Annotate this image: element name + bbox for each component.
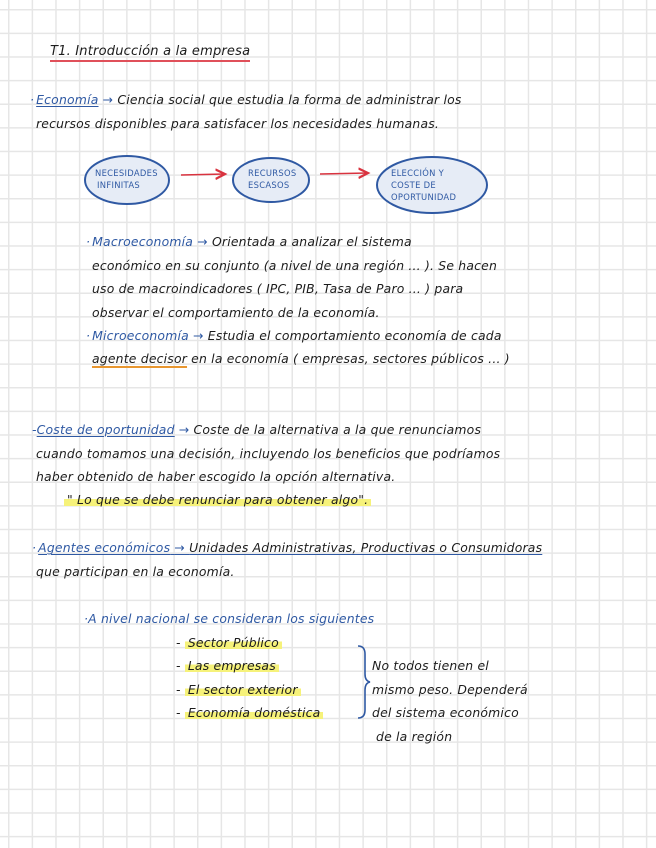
node-3-line-1: ELECCIÓN Y xyxy=(391,168,445,178)
micro-line-2 xyxy=(92,351,510,367)
coste-text-2: cuando tomamos una decisión, incluyendo los beneficios que podríamos xyxy=(36,446,501,461)
macro-line-1 xyxy=(86,234,412,250)
economia-text-1: Ciencia social que estudia la forma de administrar los xyxy=(117,92,462,107)
nivel-note-line xyxy=(372,682,528,698)
node-2-line-1: RECURSOS xyxy=(248,168,297,178)
nivel-note-text: del sistema económico xyxy=(372,705,519,720)
dash-marker: - xyxy=(32,422,37,437)
nivel-item-text: Sector Público xyxy=(185,635,282,650)
macro-text-1: Orientada a analizar el sistema xyxy=(211,234,412,249)
nivel-note-text: No todos tienen el xyxy=(372,658,489,673)
nivel-note-line xyxy=(376,729,452,745)
dash-marker: - xyxy=(176,682,185,697)
agentes-line-2 xyxy=(36,564,235,580)
nivel-note-text: de la región xyxy=(376,729,453,744)
node-3-line-3: OPORTUNIDAD xyxy=(391,192,457,202)
coste-quote-text: " Lo que se debe renunciar para obtener algo". xyxy=(64,492,371,507)
macro-text-3: uso de macroindicadores ( IPC, PIB, Tasa de Paro ... ) para xyxy=(92,281,464,296)
micro-line-1 xyxy=(86,328,502,344)
arrow-right-icon: → xyxy=(102,92,114,107)
bullet-dot: · xyxy=(86,234,91,249)
diagram-node-necesidades xyxy=(85,156,169,204)
bullet-dot: · xyxy=(30,92,35,107)
arrow-right-icon: → xyxy=(174,540,185,555)
dash-marker: - xyxy=(176,658,185,673)
diagram-node-recursos xyxy=(233,158,309,202)
nivel-item xyxy=(176,682,301,698)
coste-text-3: haber obtenido de haber escogido la opción alternativa. xyxy=(36,469,396,484)
diagram-node-eleccion xyxy=(377,157,487,213)
dash-marker: - xyxy=(176,635,185,650)
coste-term: Coste de oportunidad xyxy=(36,422,175,437)
economia-text-2: recursos disponibles para satisfacer los necesidades humanas. xyxy=(36,116,440,131)
nivel-item xyxy=(176,635,282,651)
page-title-text: T1. Introducción a la empresa xyxy=(50,44,250,62)
macro-line-2 xyxy=(92,258,497,274)
nivel-item-text: Economía doméstica xyxy=(185,705,324,720)
nivel-note-text: mismo peso. Dependerá xyxy=(372,682,528,697)
agentes-line-1 xyxy=(32,540,542,556)
economia-term: Economía xyxy=(36,92,99,107)
macro-term: Macroeconomía xyxy=(92,234,194,249)
nivel-item-text: Las empresas xyxy=(185,658,279,673)
arrow-right-icon xyxy=(181,174,225,175)
coste-text-1: Coste de la alternativa a la que renunciamos xyxy=(193,422,482,437)
arrow-right-icon: → xyxy=(193,328,204,343)
nivel-item-text: El sector exterior xyxy=(185,682,301,697)
economy-flow-diagram xyxy=(0,0,656,230)
agentes-text-2: que participan en la economía. xyxy=(36,564,235,579)
arrow-right-icon: → xyxy=(178,422,190,437)
macro-text-2: económico en su conjunto (a nivel de una región ... ). Se hacen xyxy=(92,258,498,273)
nivel-item xyxy=(176,705,323,721)
nivel-note-line xyxy=(372,658,489,674)
coste-line-1 xyxy=(32,422,481,438)
macro-line-3 xyxy=(92,281,463,297)
micro-term: Microeconomía xyxy=(92,328,189,343)
nivel-item xyxy=(176,658,279,674)
agente-decisor-term: agente decisor xyxy=(92,351,188,366)
bullet-dot: · xyxy=(86,328,91,343)
macro-text-4: observar el comportamiento de la economía. xyxy=(92,305,380,320)
micro-text-1: Estudia el comportamiento economía de cada xyxy=(207,328,502,343)
nivel-heading-text: ·A nivel nacional se consideran los siguientes xyxy=(84,611,375,626)
node-1-line-1: NECESIDADES xyxy=(95,168,158,178)
bullet-dot: · xyxy=(32,540,37,555)
coste-line-3 xyxy=(36,469,395,485)
node-3-line-2: COSTE DE xyxy=(391,180,436,190)
arrow-right-icon: → xyxy=(197,234,208,249)
nivel-heading xyxy=(84,611,374,627)
node-2-line-2: ESCASOS xyxy=(248,180,290,190)
node-1-line-2: INFINITAS xyxy=(97,180,140,190)
coste-line-2 xyxy=(36,446,500,462)
macro-line-4 xyxy=(92,305,380,321)
agentes-term: Agentes económicos xyxy=(38,540,171,555)
right-brace-icon xyxy=(356,644,372,720)
nivel-note-line xyxy=(372,705,519,721)
arrow-right-icon xyxy=(320,173,368,174)
coste-quote xyxy=(64,492,371,508)
micro-text-2: en la economía ( empresas, sectores públicos ... ) xyxy=(187,351,510,366)
dash-marker: - xyxy=(176,705,185,720)
agentes-text-1: Unidades Administrativas, Productivas o Consumidoras xyxy=(189,540,543,555)
